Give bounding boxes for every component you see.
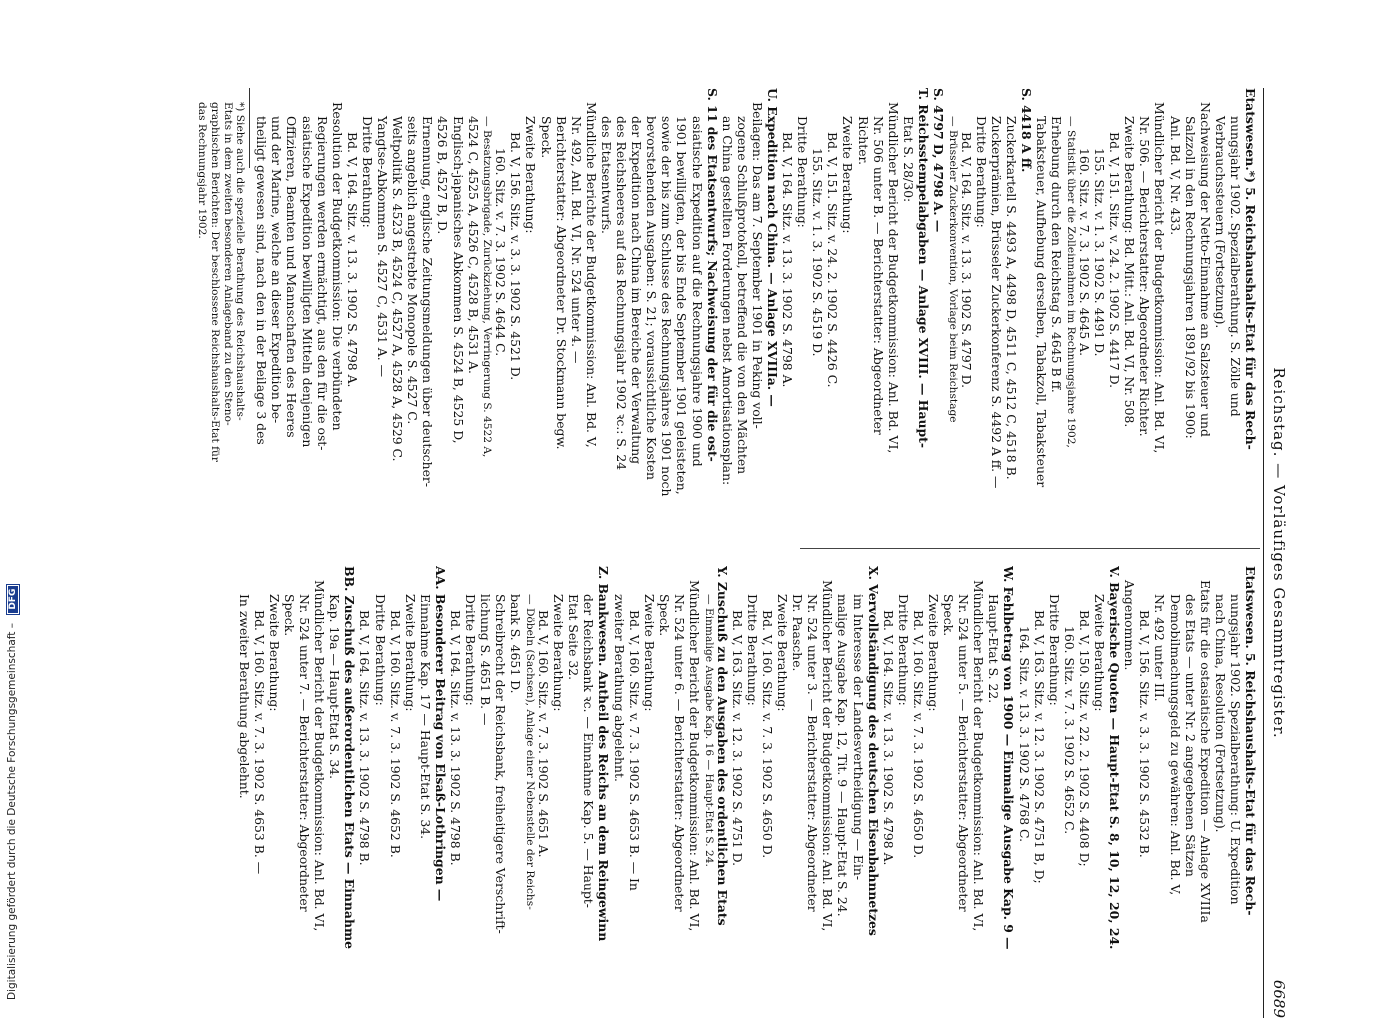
right-column-line: Etatswesen. 5. Reichshaushalts-Etat für das Rech- bbox=[1243, 566, 1258, 916]
right-column-line: Bd. V, 160. Sitz. v. 7. 3. 1902 S. 4650 D. bbox=[910, 610, 926, 859]
left-column-line: Dritte Berathung: bbox=[795, 116, 811, 228]
right-column-line: Etats für die ostasiatische Expedition — Anlage XVIIIa bbox=[1197, 580, 1213, 923]
left-column-line: — Besatzungsbrigade, Zurückziehung, Verringerung S. 4522 A, bbox=[481, 116, 494, 458]
right-column-line: Bd. V, 163. Sitz. v. 12. 3. 1902 S. 4751 D. bbox=[729, 610, 745, 867]
left-column-line: 160. Sitz. v. 7. 3. 1902 S. 4645 A. bbox=[1076, 148, 1092, 357]
left-column-line: sowie der bis zum Schlusse des Rechnungsjahres 1901 noch bbox=[659, 116, 675, 497]
left-column-line: Zweite Berathung: Bd. Mitt.: Anl. Bd. VI, Nr. 508. bbox=[1122, 116, 1138, 428]
left-column-line: der Expedition nach China im Bereiche der Verwaltung bbox=[629, 116, 645, 465]
left-column-line: des Etatsentwurfs. bbox=[598, 116, 614, 234]
left-column-line: des Reichsheeres auf das Rechnungsjahr 1902 ꝛc.: S. 24 bbox=[614, 116, 630, 471]
right-column-line: Zweite Berathung: bbox=[1092, 594, 1108, 712]
right-column-line: Nr. 492 unter III. bbox=[1152, 594, 1168, 702]
right-column-line: der Reichsbank ꝛc. — Einnahme Kap. 5. — Haupt- bbox=[581, 594, 597, 908]
left-column-line: T. Reichsstempelabgaben — Anlage XVIII. — Haupt- bbox=[915, 88, 931, 449]
left-column-line: Nr. 506. — Berichterstatter: Abgeordneter Richter. bbox=[1137, 116, 1153, 437]
left-column-line: Speck. bbox=[538, 116, 554, 159]
left-column-line: Verbrauchssteuern (Fortsetzung). bbox=[1212, 116, 1228, 329]
left-column-line: Bd. V, 156. Sitz. v. 3. 3. 1902 S. 4521 D. bbox=[508, 132, 524, 381]
right-column-line: X. Vervollständigung des deutschen Eisenbahnnetzes bbox=[865, 566, 881, 936]
right-column-line: Dritte Berathung: bbox=[1046, 594, 1062, 706]
left-column-line: Ernennung, englische Zeitungsmeldungen über deutscher- bbox=[420, 116, 436, 488]
right-column-line: Zweite Berathung: bbox=[266, 594, 282, 712]
footnote-rule bbox=[249, 88, 250, 168]
right-column-line: Nr. 524 unter 5. — Berichterstatter: Abgeordneter bbox=[956, 594, 972, 912]
left-column-line: bevorstehenden Ausgaben: S. 21; voraussichtliche Kosten bbox=[644, 116, 660, 481]
right-column-line: Haupt-Etat S. 22. bbox=[986, 594, 1002, 704]
left-column-line: Dritte Berathung: bbox=[973, 116, 989, 228]
left-column-line: 160. Sitz. v. 7. 3. 1902 S. 4644 C. bbox=[493, 148, 509, 357]
right-column-line: Bd. V, 160. Sitz. v. 7. 3. 1902 S. 4653 B. — In bbox=[626, 610, 642, 891]
right-column-line: Zweite Berathung: bbox=[641, 594, 657, 712]
left-column-line: U. Expedition nach China. — Anlage XVIIIa. — bbox=[765, 88, 780, 407]
left-column-line: Zweite Berathung: bbox=[840, 116, 856, 234]
left-column-line: Resolution der Budgetkommission: Die verbündeten bbox=[329, 102, 345, 431]
header-title: Reichstag. — Vorläufiges Gesammtregister. bbox=[1270, 367, 1288, 739]
right-column-line: Bd. V, 156. Sitz. v. 3. 3. 1902 S. 4532 B. bbox=[1137, 610, 1153, 858]
right-column bbox=[237, 566, 1258, 1014]
left-column-line: graphischen Berichten: Der beschlossene Reichshaushalts-Etat für bbox=[209, 102, 222, 462]
left-column-line: 4524 C, 4525 A, 4526 C, 4528 B, 4531 A. bbox=[465, 116, 481, 374]
left-column-line: seits angeblich angestrebte Monopole S. 4527 C. bbox=[405, 116, 421, 425]
right-column-line: Dritte Berathung: bbox=[463, 594, 479, 706]
left-column-line: Bd. V, 164. Sitz. v. 13. 3. 1902 S. 4797 D. bbox=[958, 132, 974, 389]
right-column-line: In zweiter Berathung abgelehnt. bbox=[236, 594, 252, 799]
right-column-line: Etat Seite 32. bbox=[566, 594, 582, 681]
right-column-line: Bd. V, 150. Sitz. v. 22. 2. 1902 S. 4408 D; bbox=[1076, 610, 1092, 867]
right-column-line: malige Ausgabe Kap. 12, Tit. 9 — Haupt-Etat S. 24. bbox=[835, 594, 851, 917]
left-column-line: Bd. V, 151. Sitz. v. 24. 2. 1902 S. 4417 D. bbox=[1107, 132, 1123, 389]
right-column-line: W. Fehlbetrag von 1900 — Einmalige Ausgabe Kap. 9 — bbox=[1001, 566, 1017, 950]
left-column-line: Berichterstatter: Abgeordneter Dr. Stockmann begw. bbox=[553, 116, 569, 450]
right-column-line: Bd. V, 160. Sitz. v. 7. 3. 1902 S. 4651 A. bbox=[536, 610, 552, 858]
right-column-line: des Etats — unter Nr. 2 angegebenen Sätzen bbox=[1182, 594, 1198, 877]
right-column-line: Bd. V, 160. Sitz. v. 7. 3. 1902 S. 4653 B. — bbox=[251, 610, 267, 875]
right-column-line: Zweite Berathung: bbox=[926, 594, 942, 712]
left-column-line: *) Siehe auch die spezielle Berathung des Reichshaushalts- bbox=[234, 102, 247, 421]
right-column-line: — Einmalige Ausgabe Kap. 16 — Haupt-Etat S. 24. bbox=[702, 594, 715, 867]
left-column-line: theiligt gewesen sind, nach den in der Beilage 3 des bbox=[254, 116, 270, 445]
right-column-line: AA. Besonderer Beitrag von Elsaß-Lothringen — bbox=[432, 566, 448, 902]
right-column-line: im Interesse der Landesvertheidigung — Ein- bbox=[850, 594, 866, 881]
left-column-line: — Brüsseler Zuckerkonvention, Vorlage beim Reichstage bbox=[946, 116, 959, 423]
left-column-line: das Rechnungsjahr 1902. bbox=[196, 102, 209, 239]
right-column-line: nungsjahr 1902. Spezialberathung: U. Expedition bbox=[1227, 594, 1243, 905]
rotated-page-content bbox=[80, 88, 1290, 1018]
right-column-line: Demobilmachungsgeld zu gewähren: Anl. Bd. V, bbox=[1167, 594, 1183, 896]
right-column-line: Zweite Berathung: bbox=[551, 594, 567, 712]
left-column-line: Regierungen werden ermächtigt, aus den für die ost- bbox=[314, 116, 330, 451]
right-column-line: Speck. bbox=[282, 594, 297, 637]
right-column-line: Bd. V, 160. Sitz. v. 7. 3. 1902 S. 4650 D. bbox=[760, 610, 775, 859]
left-column-line: S. 4797 D, 4798 A. — bbox=[931, 88, 947, 233]
left-column bbox=[196, 88, 1258, 536]
right-column-line: V. Bayerische Quoten — Haupt-Etat S. 8, 10, 12, 20, 24. bbox=[1107, 566, 1123, 950]
right-column-line: Speck. bbox=[941, 594, 957, 637]
left-column-line: Richter. bbox=[855, 116, 871, 166]
left-column-line: — Statistik über die Zolleinnahmen im Rechnungsjahre 1902, bbox=[1064, 116, 1077, 448]
right-column-line: 164. Sitz. v. 13. 3. 1902 S. 4768 C. bbox=[1016, 626, 1032, 843]
left-column-line: Mündlicher Bericht der Budgetkommission: Anl. Bd. VI, bbox=[885, 102, 901, 454]
right-column-line: 160. Sitz. v. 7. 3. 1902 S. 4652 C. bbox=[1061, 626, 1077, 835]
page-number: 6689 bbox=[1270, 979, 1288, 1018]
right-column-line: Bd. V, 164. Sitz. v. 13. 3. 1902 S. 4798 A. bbox=[880, 610, 896, 866]
left-column-line: Mündlicher Bericht der Budgetkommission: Anl. Bd. VI, bbox=[1152, 102, 1168, 454]
page-header bbox=[1263, 88, 1290, 1018]
left-column-line: Etatswesen.*) 5. Reichshaushalts-Etat für das Rech- bbox=[1243, 88, 1258, 450]
left-column-line: Zuckerkartell S. 4493 A, 4498 D, 4511 C, 4512 C, 4518 B. bbox=[1004, 116, 1019, 480]
right-column-line: Mündlicher Bericht der Budgetkommission: Anl. Bd. VI, bbox=[971, 580, 987, 932]
left-column-line: 4526 B, 4527 B, D. bbox=[435, 116, 451, 235]
right-column-line: Schreibrecht der Reichsbank, freiheitigere Verschrift- bbox=[493, 594, 509, 934]
left-column-line: nungsjahr 1902. Spezialberathung. S. Zölle und bbox=[1227, 116, 1243, 417]
left-column-line: an China gestellten Forderungen nebst Amortisationsplan: bbox=[719, 116, 735, 486]
left-column-line: Nr. 492, Anl. Bd. VI, Nr. 524 unter 4. — bbox=[568, 116, 584, 364]
left-column-line: Salzzoll in den Rechnungsjahren 1891/92 bis 1900: bbox=[1182, 116, 1198, 439]
right-column-line: Bd. V, 163. Sitz. v. 12. 3. 1902 S. 4751 B, D; bbox=[1031, 610, 1047, 884]
right-column-line: BB. Zuschuß des außerordentlichen Etats — Einnahme bbox=[342, 566, 358, 949]
right-column-line: Zweite Berathung: bbox=[402, 594, 418, 712]
left-column-line: Offizieren, Beamten und Mannschaften des Heeres bbox=[284, 116, 300, 438]
sidebar-text: Digitalisierung gefördert durch die Deutsche Forschungsgemeinschaft – bbox=[6, 623, 18, 1000]
right-column-line: bank S. 4651 D. bbox=[508, 594, 524, 694]
right-column-line: Dritte Berathung: bbox=[372, 594, 388, 706]
right-column-line: Kap. 19a — Haupt-Etat S. 34. bbox=[327, 594, 343, 780]
left-column-line: Anl. Bd. V, Nr. 433. bbox=[1167, 116, 1183, 236]
left-column-line: Weltpolitik S. 4523 B, 4524 C, 4527 A, 4528 A, 4529 C. bbox=[390, 116, 406, 462]
right-column-line: Mündlicher Bericht der Budgetkommission: Anl. Bd. VI, bbox=[687, 580, 703, 932]
right-column-line: Bd. V, 164. Sitz. v. 13. 3. 1902 S. 4798 B. bbox=[357, 610, 373, 866]
left-column-line: und der Marine, welche an dieser Expedition be- bbox=[269, 116, 285, 424]
right-column-line: zweiter Berathung abgelehnt. bbox=[611, 594, 627, 782]
left-column-line: Bd. V, 164. Sitz. v. 13. 3. 1902 S. 4798 A. bbox=[780, 132, 796, 388]
right-column-line: Bd. V, 160. Sitz. v. 7. 3. 1902 S. 4652 B. bbox=[387, 610, 403, 858]
right-column-line: Nr. 524 unter 7. — Berichterstatter: Abgeordneter bbox=[297, 594, 313, 912]
left-column-line: Englisch-japanisches Abkommen S. 4524 B, 4525 D, bbox=[450, 116, 466, 444]
left-column-line: S. 11 des Etatsentwurfs; Nachweisung der für die ost- bbox=[704, 88, 720, 462]
right-column-line: Zweite Berathung: bbox=[775, 594, 791, 712]
right-column-line: Mündlicher Bericht der Budgetkommission: Anl. Bd. VI, bbox=[820, 580, 836, 932]
left-column-line: Erhebung durch den Reichstag S. 4645 B ff. bbox=[1049, 116, 1065, 393]
left-column-line: Etat S. 28/30: bbox=[900, 116, 916, 203]
column-divider bbox=[800, 548, 1260, 549]
sidebar-note bbox=[6, 10, 20, 1000]
left-column-line: Beilagen: Das am 7. September 1901 in Peking voll- bbox=[749, 102, 765, 429]
right-column-line: Einnahme Kap. 17 — Haupt-Etat S. 34. bbox=[417, 594, 433, 840]
left-column-line: zogene Schlußprotokoll, betreffend die von den Mächten bbox=[734, 116, 750, 475]
left-column-line: S. 4418 A ff. bbox=[1019, 88, 1035, 173]
dfg-logo: DFG bbox=[7, 585, 19, 614]
left-column-line: Nachweisung der Netto-Einnahme an Salzsteuer und bbox=[1197, 102, 1213, 437]
left-column-line: Tabaksteuer, Aufhebung derselben, Tabakzoll, Tabaksteuer bbox=[1034, 116, 1050, 488]
left-column-line: Nr. 506 unter B. — Berichterstatter: Abgeordneter bbox=[870, 116, 886, 435]
right-column-line: Nr. 524 unter 6. — Berichterstatter: Abgeordneter bbox=[671, 594, 687, 912]
left-column-line: Bd. V, 164. Sitz. v. 13. 3. 1902 S. 4798 A. bbox=[344, 132, 360, 388]
right-column-line: nach China, Resolution (Fortsetzung). bbox=[1212, 594, 1228, 833]
right-column-line: Dritte Berathung: bbox=[895, 594, 911, 706]
right-column-line: Speck. bbox=[656, 594, 672, 637]
right-column-line: Y. Zuschuß zu den Ausgaben des ordentlichen Etats bbox=[714, 566, 730, 926]
right-column-line: Bd. V, 164. Sitz. v. 13. 3. 1902 S. 4798 B. bbox=[448, 610, 464, 866]
left-column-line: Yangtse-Abkommen S. 4527 C, 4531 A. — bbox=[375, 116, 391, 377]
right-column-line: Mündlicher Bericht der Budgetkommission: Anl. Bd. VI, bbox=[312, 580, 328, 932]
right-column-line: lichung S. 4651 B. — bbox=[478, 594, 494, 726]
left-column-line: asiatische Expedition bewilligten Mitteln denjenigen bbox=[299, 116, 315, 448]
right-column-line: Z. Bankwesen. Antheil des Reichs an dem Reingewinn bbox=[596, 566, 612, 942]
right-column-line: Dr. Paasche. bbox=[790, 594, 806, 672]
left-column-line: 155. Sitz. v. 1. 3. 1902 S. 4491 D. bbox=[1092, 148, 1108, 357]
right-column-line: Angenommen. bbox=[1122, 580, 1138, 671]
left-column-line: 155. Sitz. v. 1. 3. 1902 S. 4519 D. bbox=[810, 148, 826, 357]
left-column-line: Mündliche Berichte der Budgetkommission: Anl. Bd. V, bbox=[583, 102, 599, 448]
left-column-line: 1901 bewilligten, der bis Ende September 1901 geleisteten, bbox=[674, 116, 690, 495]
right-column-line: Nr. 524 unter 3. — Berichterstatter: Abgeordneter bbox=[805, 594, 821, 912]
right-column-line: Dritte Berathung: bbox=[744, 594, 760, 706]
left-column-line: Etats in dem zweiten besonderen Anlageband zu den Steno- bbox=[221, 102, 234, 426]
left-column-line: Zweite Berathung: bbox=[523, 116, 539, 234]
left-column-line: Dritte Berathung: bbox=[359, 116, 375, 228]
right-column-line: — Döbeln (Sachsen), Anlage einer Nebenstelle der Reichs- bbox=[524, 594, 536, 910]
left-column-line: Bd. V, 151. Sitz. v. 24. 2. 1902 S. 4426 C. bbox=[825, 132, 841, 388]
left-column-line: Zuckerprämien, Brüsseler Zuckerkonferenz S. 4492 A ff. — bbox=[988, 116, 1004, 489]
left-column-line: asiatische Expedition auf die Rechnungsjahre 1900 und bbox=[689, 116, 705, 467]
